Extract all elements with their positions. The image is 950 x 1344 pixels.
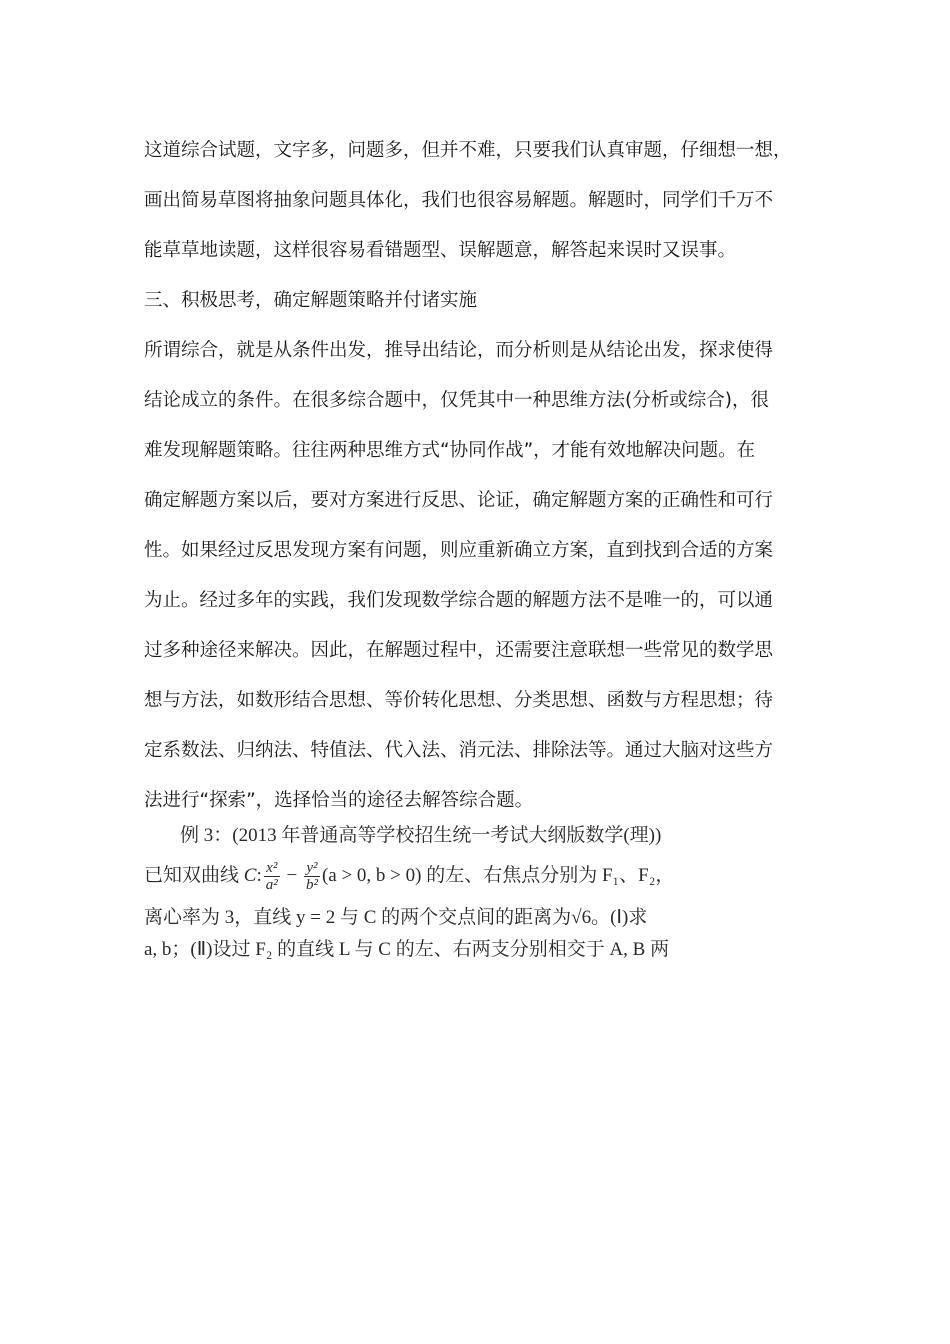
fraction-denominator: b²: [305, 877, 318, 893]
heading-text: 三、积极思考，确定解题策略并付诸实施: [144, 290, 478, 311]
example-title: 例 3：(2013 年普通高等学校招生统一考试大纲版数学(理)): [180, 825, 662, 846]
example-line-2-suffix: (a > 0, b > 0) 的左、右焦点分别为 F₁、F₂，: [321, 864, 675, 886]
fraction-numerator: y²: [304, 860, 320, 877]
text-line: 难发现解题策略。往往两种思维方式“协同作战”，才能有效地解决问题。在: [144, 440, 756, 461]
text-line: 性。如果经过反思发现方案有问题，则应重新确立方案，直到找到合适的方案: [144, 540, 774, 561]
text-line: 能草草地读题，这样很容易看错题型、误解题意，解答起来误时又误事。: [144, 240, 737, 261]
minus-sign: −: [281, 864, 302, 886]
fraction-x-over-a: [264, 860, 280, 893]
text-line: 想与方法，如数形结合思想、等价转化思想、分类思想、函数与方程思想；待: [144, 690, 774, 711]
text-line: 定系数法、归纳法、特值法、代入法、消元法、排除法等。通过大脑对这些方: [144, 740, 774, 761]
example-line-2: 已知双曲线 C: $\frac{\text{x²}}{\text{a²}}$ − $\frac{\text{y²}}{\text{b²}}$ (a > 0, b > 0) 的左、右焦点分别为 F₁、F₂，: [144, 860, 675, 893]
example-line-2-prefix: 已知双曲线: [144, 864, 244, 886]
curve-name: C: [243, 864, 257, 886]
text-line: 确定解题方案以后，要对方案进行反思、论证，确定解题方案的正确性和可行: [144, 490, 774, 511]
text-line: 这道综合试题，文字多，问题多，但并不难，只要我们认真审题，仔细想一想，: [144, 140, 792, 161]
text-line: 过多种途径来解决。因此，在解题过程中，还需要注意联想一些常见的数学思: [144, 640, 774, 661]
example-line-3: 离心率为 3，直线 y = 2 与 C 的两个交点间的距离为√6。(Ⅰ)求: [144, 907, 648, 928]
fraction-numerator: x²: [264, 860, 280, 877]
text-line: 为止。经过多年的实践，我们发现数学综合题的解题方法不是唯一的，可以通: [144, 590, 774, 611]
fraction-y-over-b: [304, 860, 320, 893]
text-line: 所谓综合，就是从条件出发，推导出结论，而分析则是从结论出发，探求使得: [144, 340, 774, 361]
fraction-denominator: a²: [265, 877, 278, 893]
text-line: 画出简易草图将抽象问题具体化，我们也很容易解题。解题时，同学们千万不: [144, 190, 774, 211]
example-line-4: a, b；(Ⅱ)设过 F₂ 的直线 L 与 C 的左、右两支分别相交于 A, B 两: [144, 939, 670, 960]
text-line: 法进行“探索”，选择恰当的途径去解答综合题。: [144, 790, 534, 811]
example-problem-image: [144, 822, 816, 964]
text-line: 结论成立的条件。在很多综合题中，仅凭其中一种思维方法(分析或综合)，很: [144, 390, 769, 411]
